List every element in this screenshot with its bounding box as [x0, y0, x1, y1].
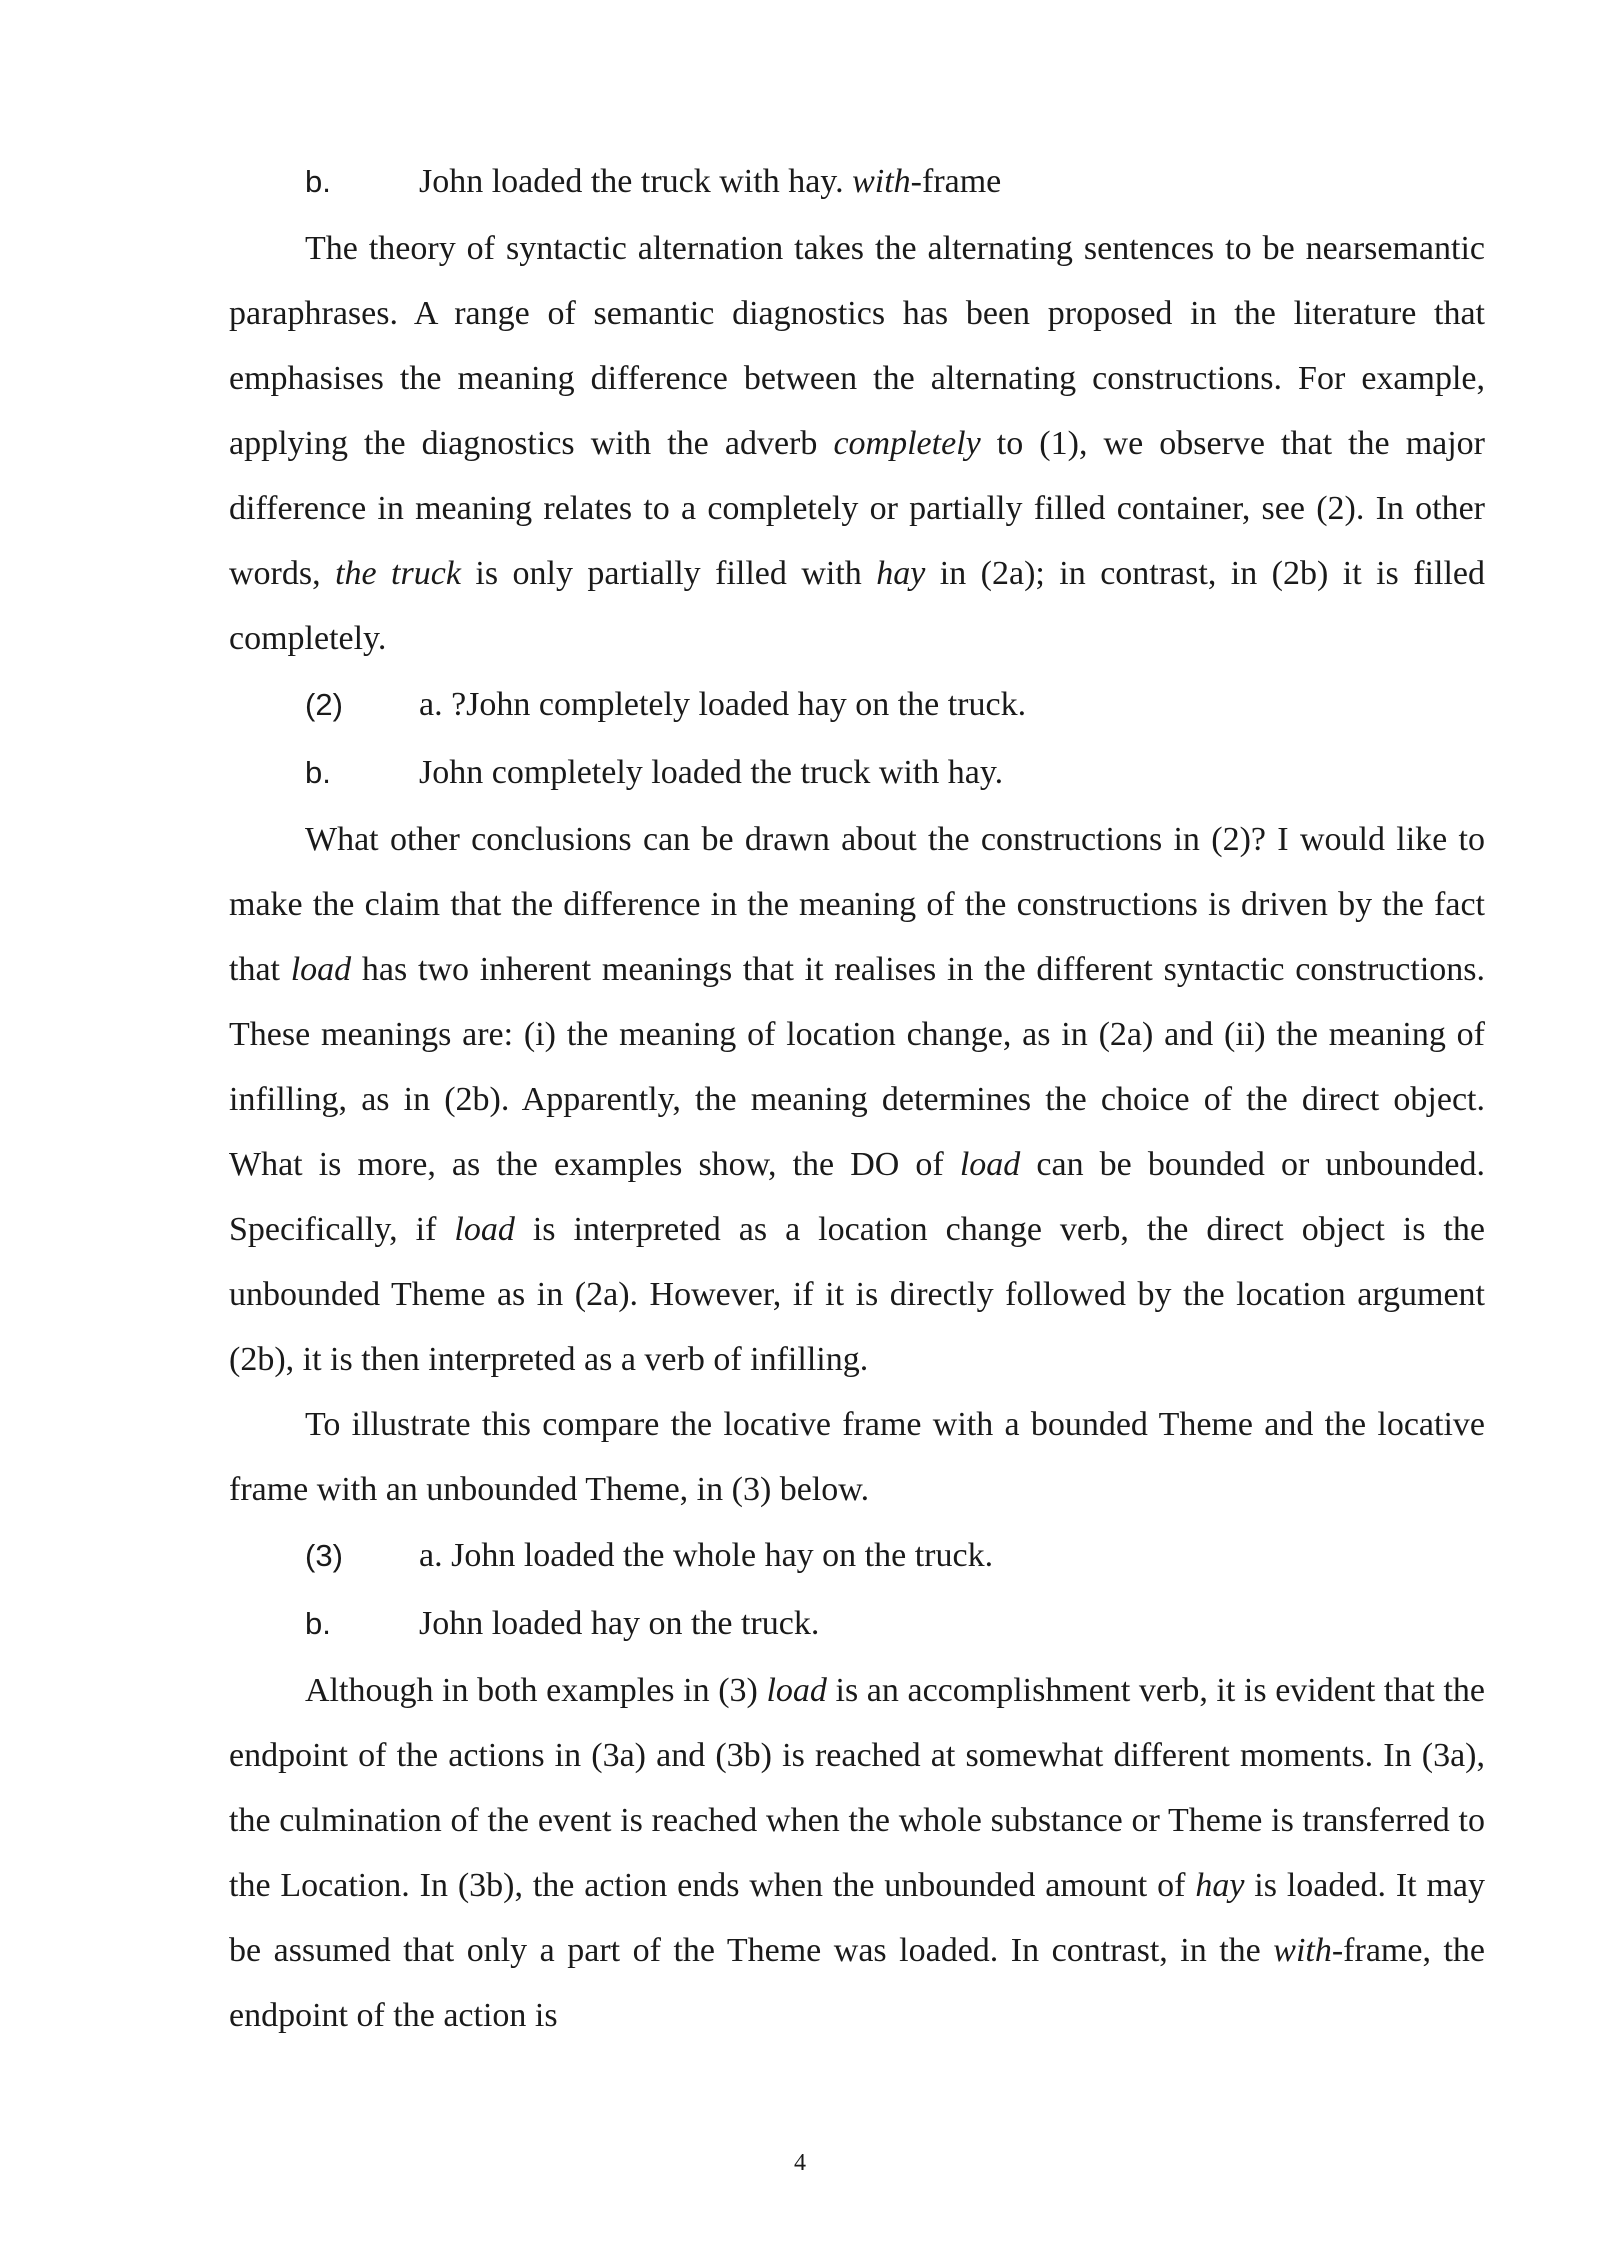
example-3b [229, 1590, 1485, 1658]
example-text: John completely loaded the truck with hay. [419, 754, 1004, 791]
example-3a [229, 1522, 1485, 1590]
example-text: John loaded the truck with hay. with-frame [419, 163, 1002, 200]
paragraph-4: Although in both examples in (3) load is an accomplishment verb, it is evident that the endpoint of the actions in (3a) and (3b) is reached at somewhat different moments. In (3a), the culmination of the event is reached when the whole substance or Theme is transferred to the Location. In (3b), the action ends when the unbounded amount of hay is loaded. It may be assumed that only a part of the Theme was loaded. In contrast, in the with-frame, the endpoint of the action is [229, 1672, 1485, 2034]
page-body [229, 148, 1485, 2048]
page-number: 4 [794, 2150, 806, 2176]
example-text: a. John loaded the whole hay on the truck. [419, 1537, 994, 1574]
example-text: a. ?John completely loaded hay on the truck. [419, 686, 1027, 723]
example-1b [229, 148, 1485, 216]
paragraph-3: To illustrate this compare the locative frame with a bounded Theme and the locative frame with an unbounded Theme, in (3) below. [229, 1406, 1485, 1508]
example-number: (2) [305, 687, 343, 722]
paragraph-2: What other conclusions can be drawn about the constructions in (2)? I would like to make the claim that the difference in the meaning of the constructions is driven by the fact that load has two inherent meanings that it realises in the different syntactic constructions. These meanings are: (i) the meaning of location change, as in (2a) and (ii) the meaning of infilling, as in (2b). Apparently, the meaning determines the choice of the direct object. What is more, as the examples show, the DO of load can be bounded or unbounded. Specifically, if load is interpreted as a location change verb, the direct object is the unbounded Theme as in (2a). However, if it is directly followed by the location argument (2b), it is then interpreted as a verb of infilling. [229, 821, 1486, 1378]
paragraph-1: The theory of syntactic alternation takes the alternating sentences to be nearsemantic paraphrases. A range of semantic diagnostics has been proposed in the literature that emphasises the meaning difference between the alternating constructions. For example, applying the diagnostics with the adverb completely to (1), we observe that the major difference in meaning relates to a completely or partially filled container, see (2). In other words, the truck is only partially filled with hay in (2a); in contrast, in (2b) it is filled completely. [229, 230, 1486, 657]
example-text: John loaded hay on the truck. [419, 1605, 820, 1642]
example-2a [229, 671, 1485, 739]
example-letter: b. [305, 755, 331, 790]
example-number: (3) [305, 1538, 343, 1573]
example-letter: b. [305, 1606, 331, 1641]
example-letter: b. [305, 164, 331, 199]
example-2b [229, 739, 1485, 807]
